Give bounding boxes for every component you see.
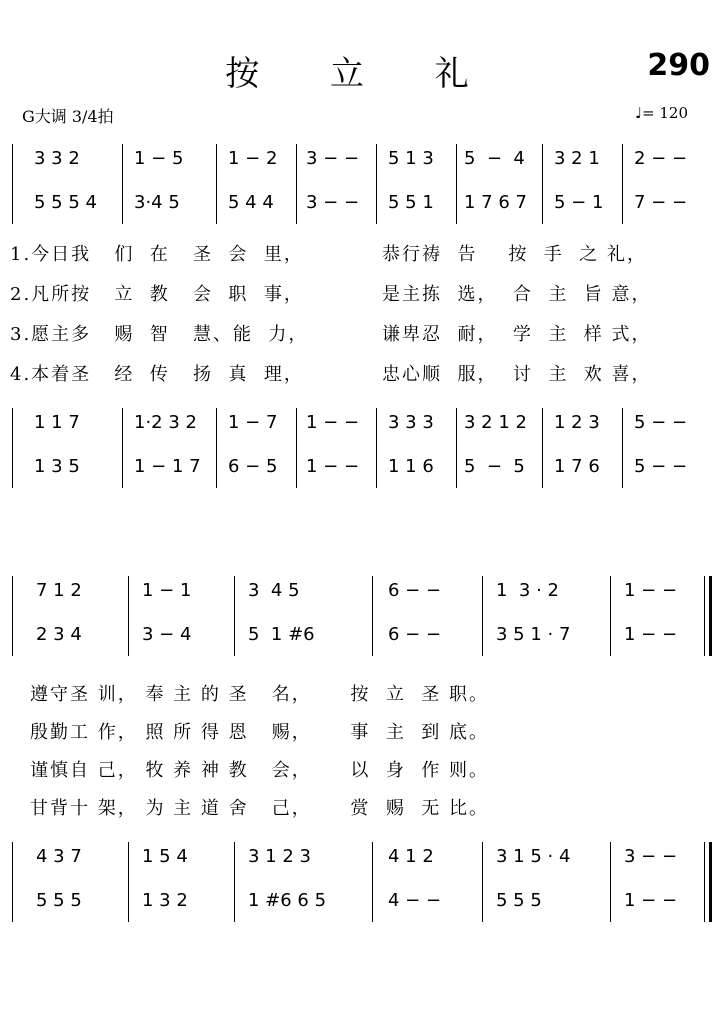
- bass-measure: 5 5 5: [36, 890, 82, 911]
- final-barline-thick: [709, 842, 712, 922]
- tenor-measure: 1 5 4: [142, 846, 188, 867]
- barline: [12, 408, 13, 488]
- tenor-measure: 3 1 2 3: [248, 846, 311, 867]
- system-2-lower: [12, 836, 706, 926]
- alto-measure: 7 − −: [634, 192, 688, 213]
- soprano-measure: 7 1 2: [36, 580, 82, 601]
- final-barline: [704, 842, 705, 922]
- bass-measure: 5 5 5: [496, 890, 542, 911]
- lyric-line: 4.本着圣 经 传 扬 真 理，: [10, 364, 304, 385]
- alto-measure: 3 5 1 · 7: [496, 624, 571, 645]
- tenor-measure: 1 1 7: [34, 412, 80, 433]
- lyrics-verse-block-1: [10, 240, 700, 390]
- barline: [216, 144, 217, 224]
- final-barline: [704, 576, 705, 656]
- bass-measure: 1 − 1 7: [134, 456, 201, 477]
- barline: [122, 144, 123, 224]
- tenor-measure: 3 − −: [624, 846, 678, 867]
- barline: [622, 408, 623, 488]
- soprano-measure: 3 4 5: [248, 580, 300, 601]
- barline: [542, 408, 543, 488]
- lyric-line: 谦卑忍 耐， 学 主 样 式，: [382, 324, 652, 345]
- barline: [542, 144, 543, 224]
- tenor-measure: 1 − 7: [228, 412, 278, 433]
- barline: [128, 576, 129, 656]
- hymn-number: 290: [647, 48, 710, 83]
- barline: [12, 842, 13, 922]
- tenor-measure: 1·2 3 2: [134, 412, 197, 433]
- barline: [482, 576, 483, 656]
- hymn-title: 按 立 礼: [225, 54, 499, 94]
- soprano-measure: 1 − 5: [134, 148, 184, 169]
- lyric-line: 1.今日我 们 在 圣 会 里，: [10, 244, 304, 265]
- soprano-measure: 1 − 1: [142, 580, 192, 601]
- soprano-measure: 1 − 2: [228, 148, 278, 169]
- soprano-measure: 6 − −: [388, 580, 442, 601]
- soprano-measure: 5 − 4: [464, 148, 525, 169]
- soprano-measure: 1 3 · 2: [496, 580, 559, 601]
- tempo-value: = 120: [642, 104, 688, 122]
- barline: [128, 842, 129, 922]
- alto-measure: 1 7 6 7: [464, 192, 527, 213]
- lyric-line: 遵守圣 训， 奉 主 的 圣 名， 按 立 圣 职。: [30, 684, 489, 705]
- bass-measure: 1 3 2: [142, 890, 188, 911]
- barline: [12, 144, 13, 224]
- tenor-measure: 1 − −: [306, 412, 360, 433]
- bass-measure: 5 − −: [634, 456, 688, 477]
- lyric-line: 恭行祷 告 按 手 之 礼，: [382, 244, 647, 265]
- system-1-upper: [12, 138, 706, 228]
- bass-measure: 1 − −: [624, 890, 678, 911]
- quarter-note-icon: ♩: [634, 104, 643, 122]
- alto-measure: 2 3 4: [36, 624, 82, 645]
- alto-measure: 6 − −: [388, 624, 442, 645]
- lyric-line: 殷勤工 作， 照 所 得 恩 赐， 事 主 到 底。: [30, 722, 489, 743]
- alto-measure: 5 − 1: [554, 192, 604, 213]
- barline: [296, 408, 297, 488]
- lyrics-verse-block-2: [10, 680, 700, 830]
- tenor-measure: 1 2 3: [554, 412, 600, 433]
- barline: [376, 408, 377, 488]
- tenor-measure: 3 1 5 · 4: [496, 846, 571, 867]
- lyric-line: 3.愿主多 赐 智 慧、能 力，: [10, 324, 309, 345]
- tempo-marking: [635, 104, 688, 122]
- barline: [610, 576, 611, 656]
- bass-measure: 6 − 5: [228, 456, 278, 477]
- soprano-measure: 3 3 2: [34, 148, 80, 169]
- tenor-measure: 4 3 7: [36, 846, 82, 867]
- barline: [376, 144, 377, 224]
- alto-measure: 3·4 5: [134, 192, 180, 213]
- bass-measure: 4 − −: [388, 890, 442, 911]
- alto-measure: 1 − −: [624, 624, 678, 645]
- barline: [122, 408, 123, 488]
- barline: [622, 144, 623, 224]
- barline: [456, 144, 457, 224]
- barline: [456, 408, 457, 488]
- barline: [482, 842, 483, 922]
- system-2-upper: [12, 570, 706, 660]
- barline: [372, 576, 373, 656]
- bass-measure: 1 #6 6 5: [248, 890, 327, 911]
- alto-measure: 3 − 4: [142, 624, 192, 645]
- alto-measure: 5 1 #6: [248, 624, 315, 645]
- alto-measure: 5 5 5 4: [34, 192, 97, 213]
- soprano-measure: 3 − −: [306, 148, 360, 169]
- barline: [296, 144, 297, 224]
- system-1-lower: [12, 402, 706, 492]
- lyric-line: 谨慎自 己， 牧 养 神 教 会， 以 身 作 则。: [30, 760, 489, 781]
- lyric-line: 2.凡所按 立 教 会 职 事，: [10, 284, 304, 305]
- alto-measure: 3 − −: [306, 192, 360, 213]
- tenor-measure: 3 3 3: [388, 412, 434, 433]
- bass-measure: 5 − 5: [464, 456, 525, 477]
- tenor-measure: 3 2 1 2: [464, 412, 527, 433]
- final-barline-thick: [709, 576, 712, 656]
- barline: [372, 842, 373, 922]
- bass-measure: 1 7 6: [554, 456, 600, 477]
- soprano-measure: 1 − −: [624, 580, 678, 601]
- soprano-measure: 5 1 3: [388, 148, 434, 169]
- barline: [610, 842, 611, 922]
- alto-measure: 5 4 4: [228, 192, 274, 213]
- soprano-measure: 2 − −: [634, 148, 688, 169]
- key-meter: G大调 3/4拍: [22, 107, 114, 126]
- barline: [234, 576, 235, 656]
- lyric-line: 是主拣 选， 合 主 旨 意，: [382, 284, 652, 305]
- bass-measure: 1 − −: [306, 456, 360, 477]
- tenor-measure: 4 1 2: [388, 846, 434, 867]
- soprano-measure: 3 2 1: [554, 148, 600, 169]
- bass-measure: 1 3 5: [34, 456, 80, 477]
- barline: [12, 576, 13, 656]
- tenor-measure: 5 − −: [634, 412, 688, 433]
- lyric-line: 甘背十 架， 为 主 道 舍 己， 赏 赐 无 比。: [30, 798, 489, 819]
- barline: [234, 842, 235, 922]
- bass-measure: 1 1 6: [388, 456, 434, 477]
- alto-measure: 5 5 1: [388, 192, 434, 213]
- lyric-line: 忠心顺 服， 讨 主 欢 喜，: [382, 364, 652, 385]
- barline: [216, 408, 217, 488]
